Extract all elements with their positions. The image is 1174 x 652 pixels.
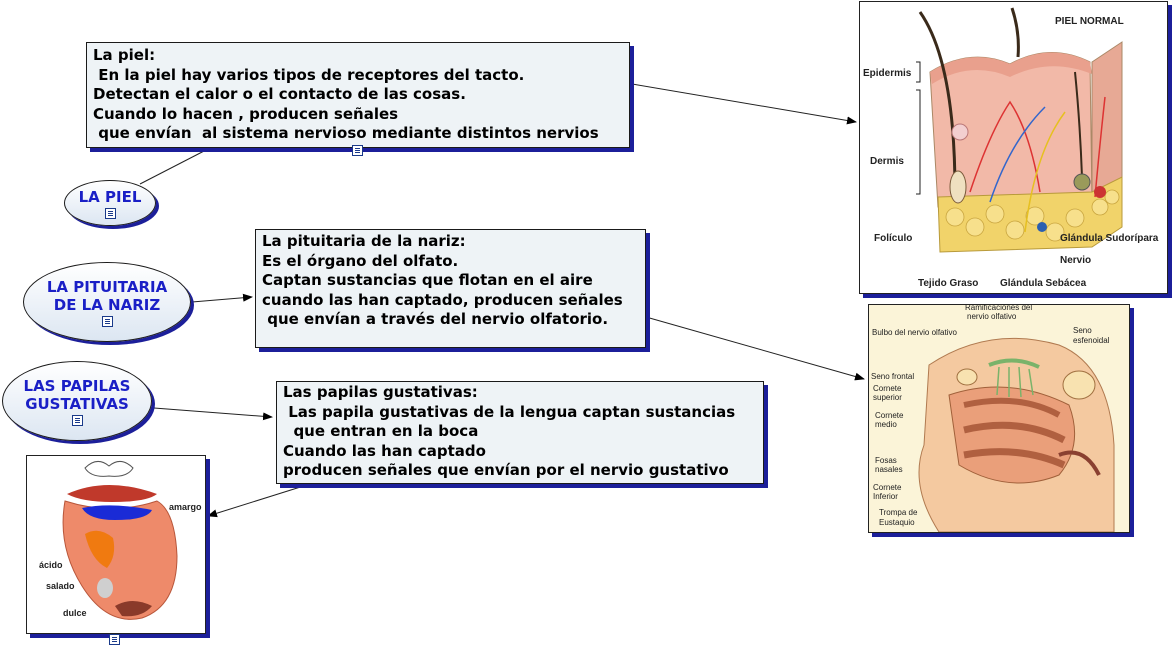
topic-label: GUSTATIVAS bbox=[25, 394, 129, 413]
label-ramificaciones-2: nervio olfativo bbox=[967, 312, 1017, 321]
topic-label: LAS PAPILAS bbox=[23, 376, 131, 395]
label-cornete-sup-1: Cornete bbox=[873, 384, 902, 393]
desc-line: Las papila gustativas de la lengua captan sustancias bbox=[283, 402, 736, 421]
topic-las-papilas[interactable] bbox=[2, 361, 152, 441]
desc-line: que envían a través del nervio olfatorio. bbox=[262, 310, 609, 328]
desc-line: En la piel hay varios tipos de receptores del tacto. bbox=[93, 65, 525, 84]
nose-illustration bbox=[869, 305, 1129, 532]
topic-label: DE LA NARIZ bbox=[53, 295, 161, 314]
label-cornete-inf-2: Inferior bbox=[873, 492, 898, 501]
description-pituitaria[interactable] bbox=[255, 229, 646, 348]
topic-la-pituitaria[interactable] bbox=[23, 262, 191, 342]
desc-line: Detectan el calor o el contacto de las cosas. bbox=[93, 85, 466, 103]
topic-la-piel[interactable] bbox=[64, 180, 156, 226]
label-fosas-1: Fosas bbox=[875, 456, 897, 465]
label-amargo: amargo bbox=[169, 502, 202, 512]
connector-piel-topic bbox=[140, 150, 206, 184]
label-cornete-sup-2: superior bbox=[873, 393, 902, 402]
label-cornete-med-2: medio bbox=[875, 420, 897, 429]
note-icon[interactable] bbox=[105, 208, 116, 219]
label-dermis: Dermis bbox=[870, 156, 904, 167]
note-icon[interactable] bbox=[352, 145, 363, 156]
desc-line: La pituitaria de la nariz: bbox=[262, 232, 466, 250]
label-cornete-med-1: Cornete bbox=[875, 411, 904, 420]
connector-papilas-image bbox=[208, 484, 310, 516]
desc-line: Las papilas gustativas: bbox=[283, 383, 478, 401]
connector-pituitaria-topic bbox=[192, 297, 252, 302]
description-papilas[interactable] bbox=[276, 381, 764, 484]
label-dulce: dulce bbox=[63, 608, 87, 618]
note-icon[interactable] bbox=[102, 316, 113, 327]
desc-line: Captan sustancias que flotan en el aire bbox=[262, 271, 593, 289]
label-epidermis: Epidermis bbox=[863, 68, 912, 79]
connector-pituitaria-image bbox=[646, 317, 864, 379]
nose-diagram-image[interactable] bbox=[868, 304, 1130, 533]
desc-line: cuando las han captado, producen señales bbox=[262, 290, 623, 309]
description-piel[interactable] bbox=[86, 42, 630, 148]
label-cornete-inf-1: Cornete bbox=[873, 483, 902, 492]
note-icon[interactable] bbox=[109, 634, 120, 645]
label-seno-esf-1: Seno bbox=[1073, 326, 1092, 335]
label-salado: salado bbox=[46, 581, 75, 591]
label-seno-esf-2: esfenoidal bbox=[1073, 336, 1110, 345]
label-foliculo: Folículo bbox=[874, 233, 913, 244]
desc-line: Cuando lo hacen , producen señales bbox=[93, 104, 399, 123]
desc-line: Cuando las han captado bbox=[283, 441, 486, 460]
label-glandula-sudoripara: Glándula Sudorípara bbox=[1060, 233, 1159, 244]
label-nervio: Nervio bbox=[1060, 255, 1092, 266]
desc-line: Es el órgano del olfato. bbox=[262, 251, 459, 270]
label-glandula-sebacea: Glándula Sebácea bbox=[1000, 278, 1087, 289]
connector-piel-image bbox=[632, 84, 856, 122]
skin-illustration bbox=[860, 2, 1167, 293]
desc-line: producen señales que envían por el nervio gustativo bbox=[283, 461, 729, 479]
label-ramificaciones-1: Ramificaciones del bbox=[965, 305, 1033, 312]
tongue-illustration bbox=[27, 456, 205, 633]
label-tejido-graso: Tejido Graso bbox=[918, 278, 979, 289]
label-seno-frontal: Seno frontal bbox=[871, 372, 915, 381]
topic-label: LA PITUITARIA bbox=[46, 277, 168, 296]
desc-line: que envían al sistema nervioso mediante distintos nervios bbox=[93, 124, 599, 142]
label-bulbo: Bulbo del nervio olfativo bbox=[872, 328, 957, 337]
label-trompa-1: Trompa de bbox=[879, 508, 918, 517]
skin-diagram-image[interactable] bbox=[859, 1, 1168, 294]
note-icon[interactable] bbox=[72, 415, 83, 426]
desc-line: que entran en la boca bbox=[283, 422, 479, 440]
topic-label: LA PIEL bbox=[78, 187, 142, 206]
label-trompa-2: Eustaquio bbox=[879, 518, 915, 527]
connector-papilas-topic bbox=[154, 408, 272, 417]
label-acido: ácido bbox=[39, 560, 63, 570]
label-fosas-2: nasales bbox=[875, 465, 903, 474]
tongue-diagram-image[interactable] bbox=[26, 455, 206, 634]
skin-title: PIEL NORMAL bbox=[1055, 16, 1124, 27]
desc-line: La piel: bbox=[93, 46, 156, 64]
